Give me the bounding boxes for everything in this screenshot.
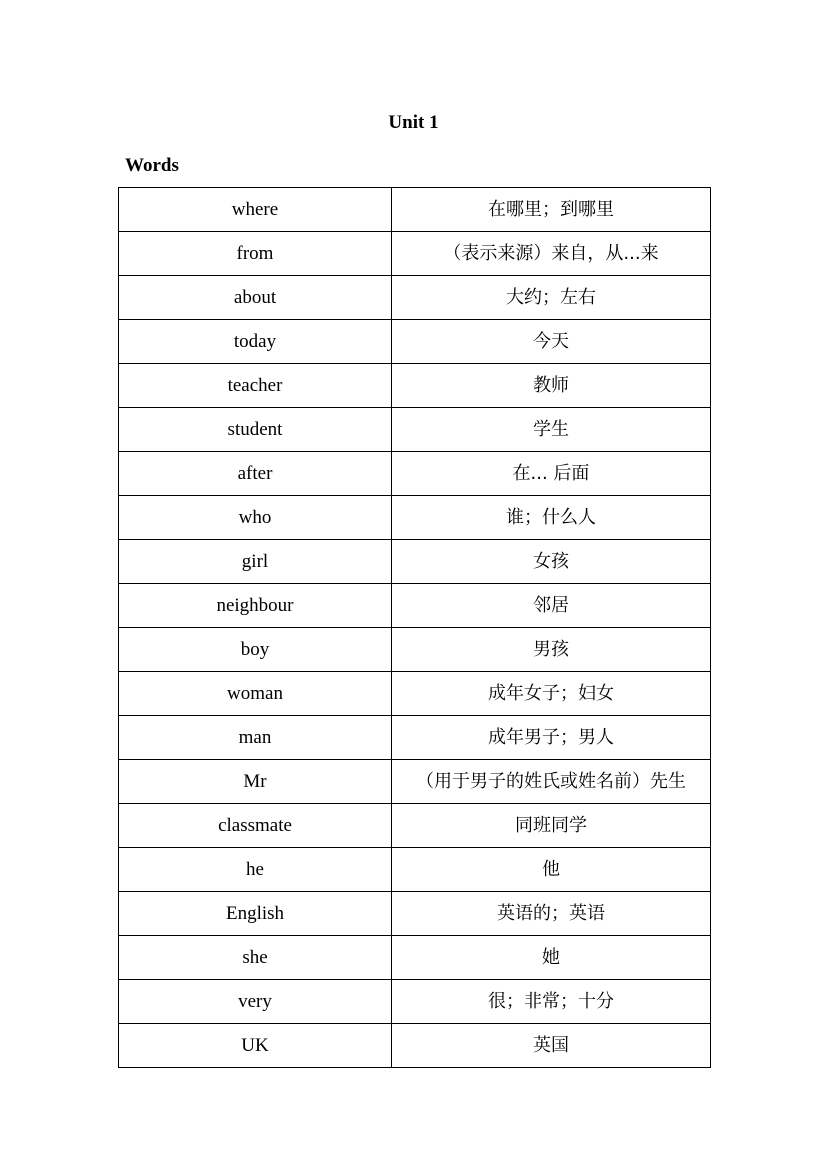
table-row <box>119 452 711 496</box>
meaning-cell: 她 <box>392 936 711 980</box>
meaning-cell: 在... 后面 <box>392 452 711 496</box>
word-cell: classmate <box>119 804 392 848</box>
word-cell: woman <box>119 672 392 716</box>
meaning-cell: 成年男子；男人 <box>392 716 711 760</box>
table-row <box>119 584 711 628</box>
word-cell: Mr <box>119 760 392 804</box>
word-cell: girl <box>119 540 392 584</box>
meaning-cell: 女孩 <box>392 540 711 584</box>
meaning-cell: 成年女子；妇女 <box>392 672 711 716</box>
table-row <box>119 936 711 980</box>
meaning-cell: 大约；左右 <box>392 276 711 320</box>
word-cell: where <box>119 188 392 232</box>
table-row <box>119 364 711 408</box>
word-cell: very <box>119 980 392 1024</box>
table-row <box>119 320 711 364</box>
section-heading: Words <box>125 155 179 176</box>
table-row <box>119 760 711 804</box>
meaning-cell: 英语的；英语 <box>392 892 711 936</box>
word-cell: UK <box>119 1024 392 1068</box>
table-row <box>119 672 711 716</box>
vocabulary-table-body <box>119 188 711 1068</box>
word-cell: man <box>119 716 392 760</box>
meaning-cell: 谁；什么人 <box>392 496 711 540</box>
table-row <box>119 408 711 452</box>
word-cell: who <box>119 496 392 540</box>
table-row <box>119 540 711 584</box>
word-cell: about <box>119 276 392 320</box>
table-row <box>119 628 711 672</box>
table-row <box>119 716 711 760</box>
table-row <box>119 980 711 1024</box>
meaning-cell: 同班同学 <box>392 804 711 848</box>
word-cell: she <box>119 936 392 980</box>
table-row <box>119 1024 711 1068</box>
meaning-cell: （用于男子的姓氏或姓名前）先生 <box>392 760 711 804</box>
table-row <box>119 848 711 892</box>
meaning-cell: 今天 <box>392 320 711 364</box>
word-cell: student <box>119 408 392 452</box>
word-cell: from <box>119 232 392 276</box>
table-row <box>119 892 711 936</box>
table-row <box>119 496 711 540</box>
table-row <box>119 232 711 276</box>
table-row <box>119 188 711 232</box>
meaning-cell: 在哪里；到哪里 <box>392 188 711 232</box>
table-row <box>119 804 711 848</box>
word-cell: teacher <box>119 364 392 408</box>
meaning-cell: 学生 <box>392 408 711 452</box>
word-cell: today <box>119 320 392 364</box>
meaning-cell: （表示来源）来自，从...来 <box>392 232 711 276</box>
table-row <box>119 276 711 320</box>
meaning-cell: 很；非常；十分 <box>392 980 711 1024</box>
meaning-cell: 男孩 <box>392 628 711 672</box>
word-cell: neighbour <box>119 584 392 628</box>
word-cell: English <box>119 892 392 936</box>
word-cell: he <box>119 848 392 892</box>
meaning-cell: 英国 <box>392 1024 711 1068</box>
meaning-cell: 教师 <box>392 364 711 408</box>
vocabulary-table <box>118 187 711 1068</box>
meaning-cell: 邻居 <box>392 584 711 628</box>
page-title: Unit 1 <box>388 112 439 133</box>
meaning-cell: 他 <box>392 848 711 892</box>
word-cell: after <box>119 452 392 496</box>
word-cell: boy <box>119 628 392 672</box>
